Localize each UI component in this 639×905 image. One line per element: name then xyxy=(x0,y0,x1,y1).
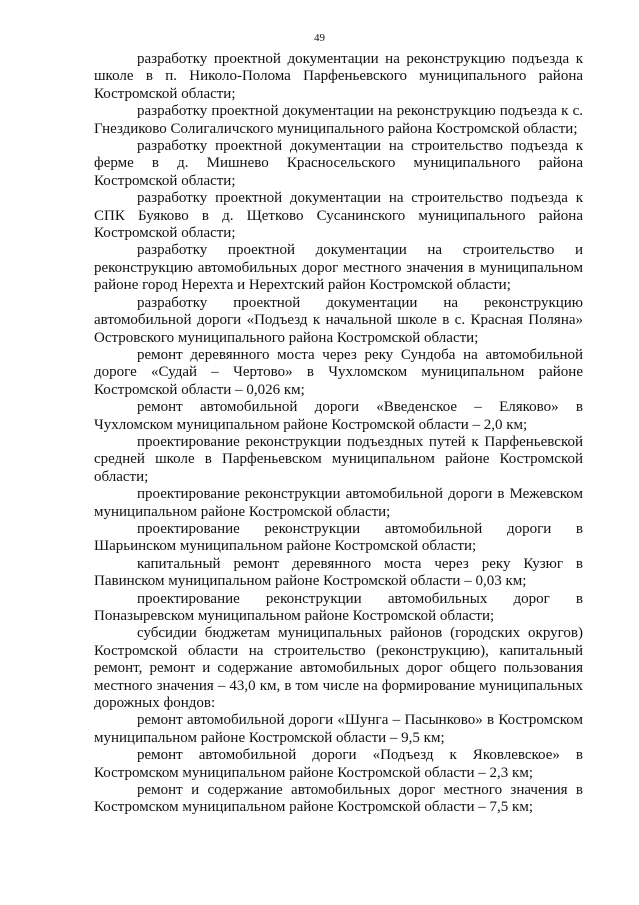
paragraph: разработку проектной документации на реконструкцию подъезда к школе в п. Николо-Полома Парфеньевского муниципального района Костромской области; xyxy=(94,51,583,102)
paragraph: проектирование реконструкции подъездных путей к Парфеньевской средней школе в Парфеньевском муниципальном районе Костромской области; xyxy=(94,433,583,485)
paragraph: разработку проектной документации на строительство и реконструкцию автомобильных дорог местного значения в муниципальном районе город Нерехта и Нерехтский район Костромской области; xyxy=(94,242,583,294)
paragraph: ремонт автомобильной дороги «Шунга – Пасынково» в Костромском муниципальном районе Костромской области – 9,5 км; xyxy=(94,712,583,746)
document-body xyxy=(94,51,583,817)
paragraph: разработку проектной документации на реконструкцию автомобильной дороги «Подъезд к начальной школе в с. Красная Поляна» Островского муниципального района Костромской области; xyxy=(94,294,583,346)
paragraph: проектирование реконструкции автомобильных дорог в Поназыревском муниципальном районе Костромской области; xyxy=(94,590,583,624)
paragraph: проектирование реконструкции автомобильной дороги в Шарьинском муниципальном районе Костромской области; xyxy=(94,520,583,555)
paragraph: разработку проектной документации на строительство подъезда к ферме в д. Мишнево Красносельского муниципального района Костромской области; xyxy=(94,138,583,189)
paragraph: ремонт и содержание автомобильных дорог местного значения в Костромском муниципальном районе Костромской области – 7,5 км; xyxy=(94,782,583,816)
paragraph: проектирование реконструкции автомобильной дороги в Межевском муниципальном районе Костромской области; xyxy=(94,486,583,520)
paragraph: субсидии бюджетам муниципальных районов (городских округов) Костромской области на строительство (реконструкцию), капитальный ремонт, ремонт и содержание автомобильных дорог общего пользования местного значения – 43,0 км, в том числе на формирование муниципальных дорожных фондов: xyxy=(94,625,583,712)
paragraph: ремонт автомобильной дороги «Введенское – Еляково» в Чухломском муниципальном районе Костромской области – 2,0 км; xyxy=(94,399,583,433)
paragraph: ремонт деревянного моста через реку Сундоба на автомобильной дороге «Судай – Чертово» в Чухломском муниципальном районе Костромской области – 0,026 км; xyxy=(94,346,583,398)
paragraph: разработку проектной документации на реконструкцию подъезда к с. Гнездиково Солигаличского муниципального района Костромской области; xyxy=(94,103,583,137)
paragraph: ремонт автомобильной дороги «Подъезд к Яковлевское» в Костромском муниципальном районе Костромской области – 2,3 км; xyxy=(94,747,583,781)
paragraph: разработку проектной документации на строительство подъезда к СПК Буяково в д. Щетково Сусанинского муниципального района Костромской области; xyxy=(94,190,583,242)
page-number: 49 xyxy=(314,32,325,44)
paragraph: капитальный ремонт деревянного моста через реку Кузюг в Павинском муниципальном районе Костромской области – 0,03 км; xyxy=(94,555,583,590)
